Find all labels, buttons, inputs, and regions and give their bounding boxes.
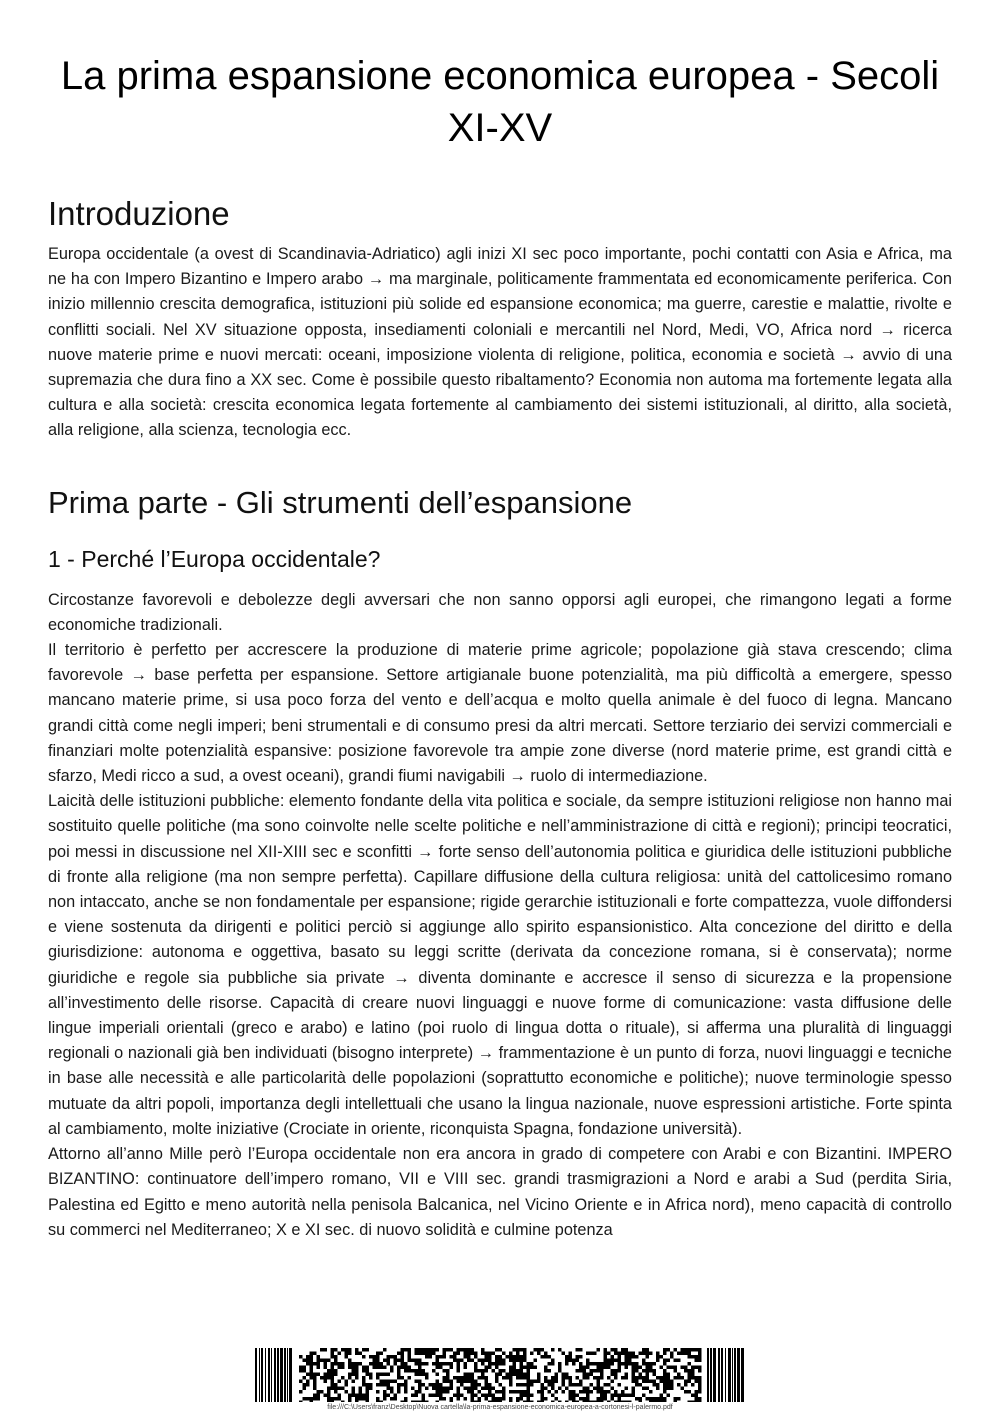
intro-heading: Introduzione: [48, 195, 230, 232]
page-footer: [0, 1348, 1000, 1411]
section1-paragraph-2: Il territorio è perfetto per accrescere la produzione di materie prime agricole; popolazione già stava crescendo; clima favorevole → base perfetta per espansione. Settore artigianale buone potenzialità, ma più difficoltà a emergere, spesso mancano materie prime, si usa poco forza del vento e dell’acqua e molto quella animale è del fuoco di legna. Mancano grandi città come negli imperi; beni strumentali e di consumo presi da altri mercati. Settore terziario dei servizi commerciali e finanziari molte potenzialità espansive: posizione favorevole tra ampie zone diverse (nord materie prime, est grandi città e sfarzo, Medi ricco a sud, a ovest oceani), grandi fiumi navigabili → ruolo di intermediazione.: [48, 641, 952, 786]
file-path: file:///C:\Users\franz\Desktop\Nuova cartella\la-prima-espansione-economica-europea-a-cortonesi-l-palermo.pdf: [327, 1404, 673, 1411]
barcode-icon: [255, 1348, 745, 1402]
page-title: La prima espansione economica europea - Secoli XI-XV: [60, 54, 940, 150]
document-page: [48, 50, 952, 1243]
section1-paragraph-1: Circostanze favorevoli e debolezze degli avversari che non sanno opporsi agli europei, che rimangono legati a forme economiche tradizionali.: [48, 590, 952, 634]
section1-paragraph-4: Attorno all’anno Mille però l’Europa occidentale non era ancora in grado di competere con Arabi e con Bizantini. IMPERO BIZANTINO: continuatore dell’impero romano, VII e VIII sec. grandi trasmigrazioni a Nord e arabi a Sud (perdita Siria, Palestina ed Egitto e meno autorità nella penisola Balcanica, nel Vicino Oriente e in Africa nord), meno capacità di controllo su commerci nel Mediterraneo; X e XI sec. di nuovo solidità e culmine potenza: [48, 1145, 952, 1239]
intro-paragraph: Europa occidentale (a ovest di Scandinavia-Adriatico) agli inizi XI sec poco importante, pochi contatti con Asia e Africa, ma ne ha con Impero Bizantino e Impero arabo → ma marginale, politicamente frammentata ed economicamente periferica. Con inizio millennio crescita demografica, istituzioni più solide ed espansione economica; ma guerre, carestie e malattie, rivolte e conflitti sociali. Nel XV situazione opposta, insediamenti coloniali e mercantili nel Nord, Medi, VO, Africa nord → ricerca nuove materie prime e nuovi mercati: oceani, imposizione violenta di religione, politica, economia e società → avvio di una supremazia che dura fino a XX sec. Come è possibile questo ribaltamento? Economia non automa ma fortemente legata alla cultura e alla società: crescita economica legata fortemente al cambiamento dei sistemi istituzionali, al diritto, alla società, alla religione, alla scienza, tecnologia ecc.: [48, 245, 952, 440]
section1-heading: 1 - Perché l’Europa occidentale?: [48, 545, 381, 572]
section1-paragraph-3: Laicità delle istituzioni pubbliche: elemento fondante della vita politica e sociale, da sempre istituzioni religiose non hanno mai sostituito quelle politiche (ma sono coinvolte nelle scelte politiche e nell’amministrazione di città e regioni); principi teocratici, poi messi in discussione nel XII-XIII sec e sconfitti → forte senso dell’autonomia politica e giuridica delle istituzioni pubbliche di fronte alla religione (ma non sempre perfetta). Capillare diffusione della cultura religiosa: unità del cattolicesimo romano non intaccato, anche se non fondamentale per espansione; rigide gerarchie istituzionali e forte compattezza, vuole diffondersi e viene sostenuta da dirigenti e politici perciò si aggiunge allo spirito espansionistico. Alta concezione del diritto e della giurisdizione: autonoma e oggettiva, basato su leggi scritte (derivata da concezione romana, si è conservata); norme giuridiche e regole sia pubbliche sia private → diventa dominante e accresce il senso di sicurezza e la propensione all’investimento delle risorse. Capacità di creare nuovi linguaggi e nuove forme di comunicazione: vasta diffusione delle lingue imperiali orientali (greco e arabo) e latino (poi ruolo di lingua dotta o rituale), si afferma una pluralità di linguaggi regionali o nazionali già ben individuati (bisogno interprete) → frammentazione è un punto di forza, nuovi linguaggi e tecniche in base alle necessità e alle particolarità delle popolazioni (soprattutto economiche e politiche); nuove terminologie spesso mutuate da altri popoli, importanza degli intellettuali che usano la lingua nazionale, nuove espressioni artistiche. Forte spinta al cambiamento, molte iniziative (Crociate in oriente, riconquista Spagna, fondazione università).: [48, 792, 952, 1138]
part1-heading: Prima parte - Gli strumenti dell’espansione: [48, 484, 633, 520]
